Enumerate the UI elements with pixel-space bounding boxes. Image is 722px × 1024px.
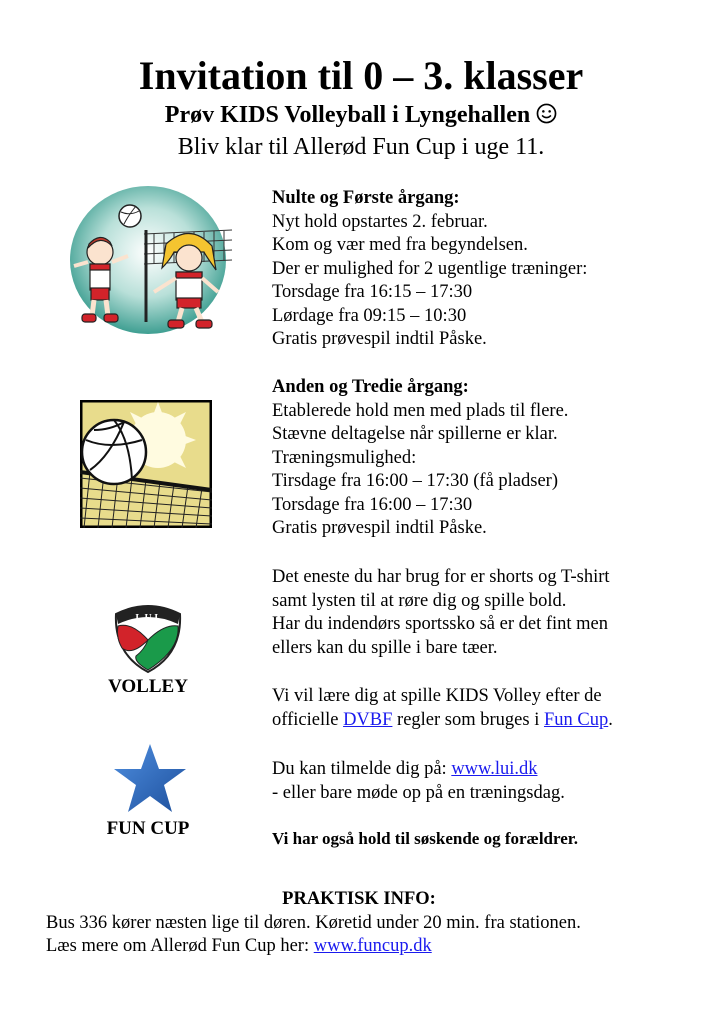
text-line: Gratis prøvespil indtil Påske. — [272, 329, 487, 349]
page-tagline: Bliv klar til Allerød Fun Cup i uge 11. — [177, 134, 545, 160]
section-second-third-years — [272, 376, 712, 541]
lui-shield-logo — [112, 600, 184, 674]
text-line: Vi vil lære dig at spille KIDS Volley efter de — [272, 686, 602, 706]
text-fragment: Du kan tilmelde dig på: — [272, 759, 452, 779]
dvbf-link[interactable]: DVBF — [343, 709, 393, 730]
section-siblings — [272, 827, 712, 851]
kids-volleyball-illustration — [66, 182, 234, 342]
shield-text: L.U.I. — [135, 613, 161, 624]
section-first-years — [272, 187, 712, 352]
text-line: ellers kan du spille i bare tæer. — [272, 637, 498, 658]
lui-link[interactable]: www.lui.dk — [451, 759, 538, 779]
fun-cup-link[interactable]: Fun Cup — [543, 709, 609, 730]
fun-cup-label: FUN CUP — [106, 818, 190, 839]
volley-label: VOLLEY — [108, 676, 188, 697]
text-line: Torsdage fra 16:15 – 17:30 — [272, 282, 473, 302]
text-line: Nyt hold opstartes 2. februar. — [272, 211, 488, 232]
text-line: Det eneste du har brug for er shorts og T-shirt — [272, 567, 610, 587]
text-line: Har du indendørs sportssko så er det fint men — [272, 614, 609, 634]
section-signup — [272, 758, 712, 805]
text-line: Torsdage fra 16:00 – 17:30 — [272, 494, 473, 515]
text-line: samt lysten til at røre dig og spille bold. — [272, 590, 567, 611]
page-subtitle — [0, 100, 722, 130]
text-line: Bus 336 kører næsten lige til døren. Køretid under 20 min. fra stationen. — [46, 912, 581, 933]
text-line: Lørdage fra 09:15 – 10:30 — [272, 305, 467, 326]
text-line: Gratis prøvespil indtil Påske. — [272, 518, 487, 538]
text-line — [0, 935, 722, 959]
text-line: Tirsdage fra 16:00 – 17:30 (få pladser) — [272, 471, 559, 491]
text-line: - eller bare møde op på en træningsdag. — [272, 782, 565, 803]
text-fragment: regler som bruges i — [392, 709, 544, 730]
text-fragment: . — [608, 709, 613, 730]
text-line: Stævne deltagelse når spillerne er klar. — [272, 424, 558, 444]
volleyball-net-illustration — [80, 400, 212, 528]
text-line — [272, 758, 712, 782]
text-line: Etablerede hold men med plads til flere. — [272, 400, 569, 421]
text-line — [272, 709, 712, 733]
text-line: Der er mulighed for 2 ugentlige træninger: — [272, 258, 588, 279]
practical-info-heading: PRAKTISK INFO: — [282, 889, 436, 909]
text-line: Kom og vær med fra begyndelsen. — [272, 235, 528, 255]
text-fragment: Læs mere om Allerød Fun Cup her: — [46, 936, 314, 956]
section-heading: Anden og Tredie årgang: — [272, 377, 469, 397]
section-equipment — [272, 566, 712, 660]
page-title: Invitation til 0 – 3. klasser — [138, 53, 584, 98]
text-fragment: officielle — [272, 709, 344, 730]
smiley-icon — [536, 103, 557, 124]
text-line: Træningsmulighed: — [272, 447, 417, 468]
text-line: Vi har også hold til søskende og forældrer. — [272, 829, 579, 848]
subtitle-text: Prøv KIDS Volleyball i Lyngehallen — [164, 102, 531, 128]
section-rules — [272, 685, 712, 732]
star-icon — [112, 742, 188, 814]
section-heading: Nulte og Første årgang: — [272, 188, 460, 208]
funcup-website-link[interactable]: www.funcup.dk — [313, 936, 432, 956]
practical-info — [0, 888, 722, 959]
